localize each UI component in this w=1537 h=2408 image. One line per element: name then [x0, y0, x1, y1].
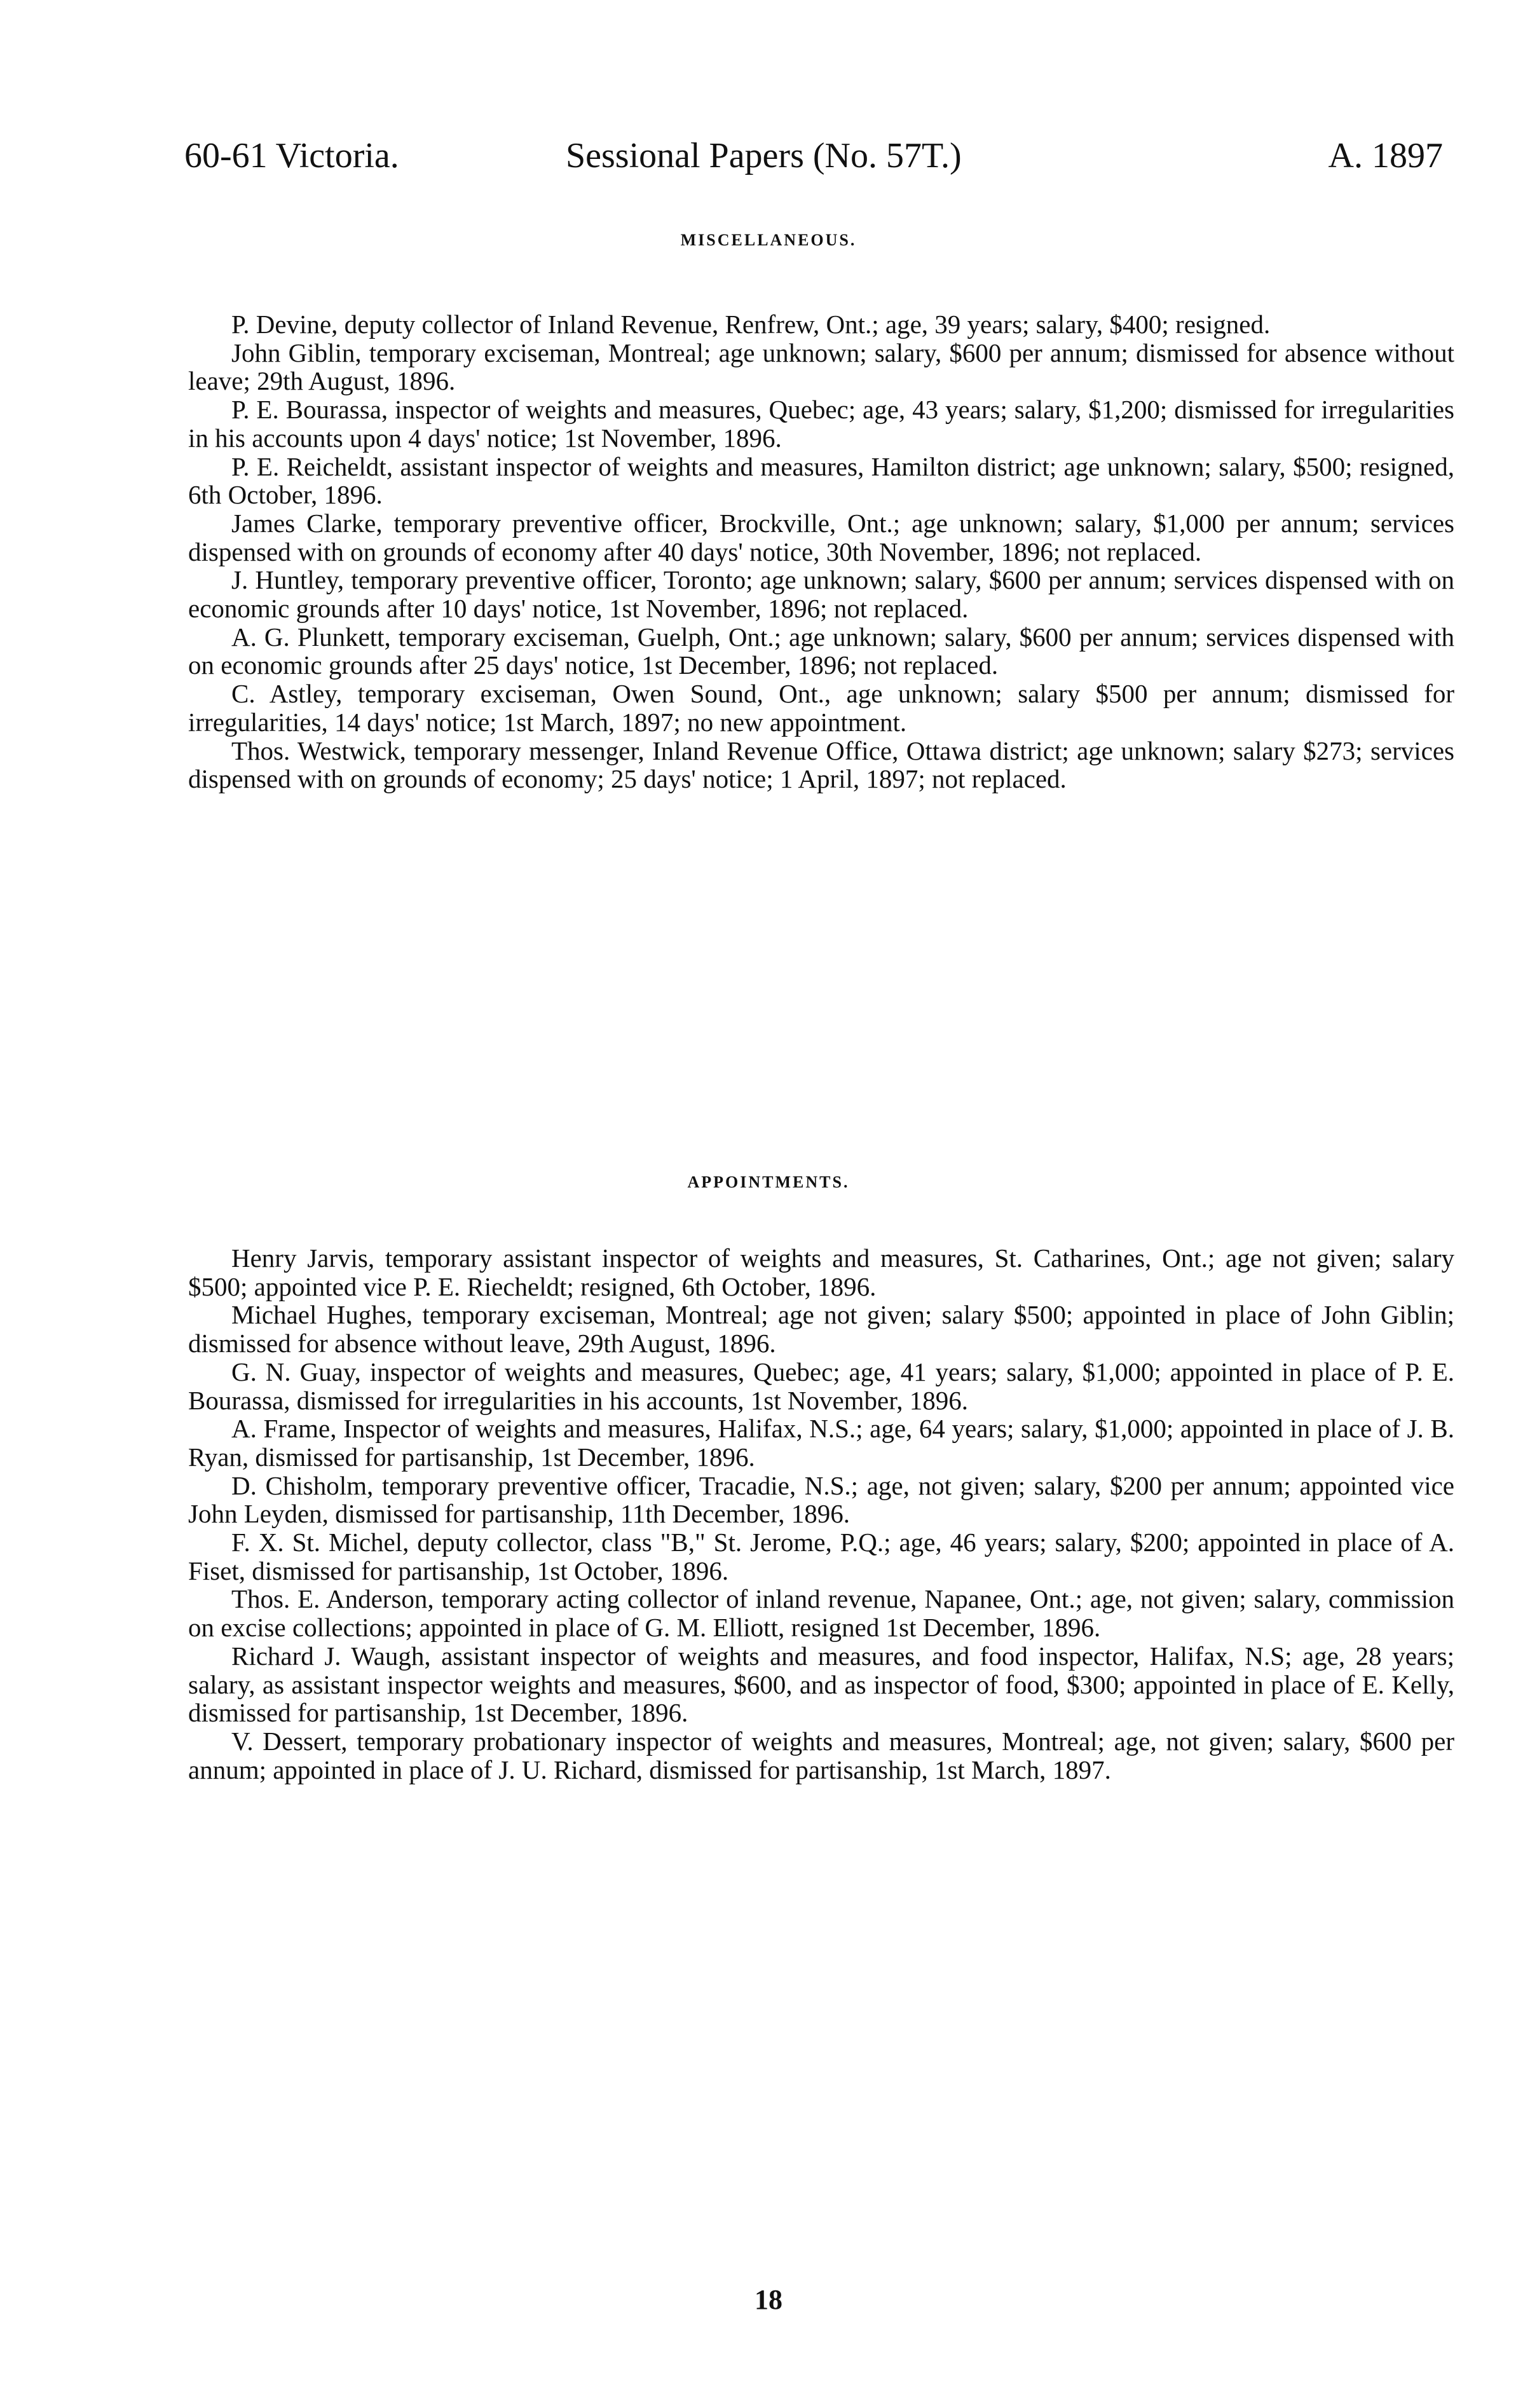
entry-paragraph: Richard J. Waugh, assistant inspector of weights and measures, and food inspector, Halifax, N.S; age, 28 years; salary, as assistant inspector weights and measures, $600, and as inspector of food, $300; appointed in place of E. Kelly, dismissed for partisanship, 1st December, 1896. — [188, 1641, 1454, 1728]
entry-paragraph: A. G. Plunkett, temporary exciseman, Guelph, Ont.; age unknown; salary, $600 per annum; services dispensed with on economic grounds after 25 days' notice, 1st December, 1896; not replaced. — [188, 622, 1454, 680]
header-title: Sessional Papers (No. 57T.) — [566, 136, 962, 175]
section-heading-miscellaneous: MISCELLANEOUS. — [680, 231, 857, 249]
entry-paragraph: A. Frame, Inspector of weights and measures, Halifax, N.S.; age, 64 years; salary, $1,000; appointed in place of J. B. Ryan, dismissed for partisanship, 1st December, 1896. — [188, 1414, 1454, 1472]
entry-paragraph: James Clarke, temporary preventive officer, Brockville, Ont.; age unknown; salary, $1,000 per annum; services dispensed with on grounds of economy after 40 days' notice, 30th November, 1896; not replaced. — [188, 508, 1454, 566]
header-year: A. 1897 — [1328, 136, 1443, 175]
entry-paragraph: V. Dessert, temporary probationary inspector of weights and measures, Montreal; age, not given; salary, $600 per annum; appointed in place of J. U. Richard, dismissed for partisanship, 1st March, 1897. — [188, 1726, 1454, 1784]
miscellaneous-entries — [188, 310, 1454, 793]
entry-paragraph: G. N. Guay, inspector of weights and measures, Quebec; age, 41 years; salary, $1,000; appointed in place of P. E. Bourassa, dismissed for irregularities in his accounts, 1st November, 1896. — [188, 1357, 1454, 1415]
page-number: 18 — [755, 2284, 782, 2315]
entry-paragraph: P. E. Bourassa, inspector of weights and measures, Quebec; age, 43 years; salary, $1,200; dismissed for irregularities in his accounts upon 4 days' notice; 1st November, 1896. — [188, 395, 1454, 453]
entry-paragraph: J. Huntley, temporary preventive officer, Toronto; age unknown; salary, $600 per annum; services dispensed with on economic grounds after 10 days' notice, 1st November, 1896; not replaced. — [188, 565, 1454, 624]
entry-paragraph: P. E. Reicheldt, assistant inspector of weights and measures, Hamilton district; age unknown; salary, $500; resigned, 6th October, 1896. — [188, 451, 1454, 510]
entry-paragraph: Thos. E. Anderson, temporary acting collector of inland revenue, Napanee, Ont.; age, not given; salary, commission on excise collections; appointed in place of G. M. Elliott, resigned 1st December, 1896. — [188, 1584, 1454, 1643]
entry-paragraph: Henry Jarvis, temporary assistant inspector of weights and measures, St. Catharines, Ont.; age not given; salary $500; appointed vice P. E. Riecheldt; resigned, 6th October, 1896. — [188, 1243, 1454, 1301]
running-header — [184, 130, 1443, 181]
entry-paragraph: D. Chisholm, temporary preventive officer, Tracadie, N.S.; age, not given; salary, $200 per annum; appointed vice John Leyden, dismissed for partisanship, 11th December, 1896. — [188, 1470, 1454, 1529]
section-heading-appointments: APPOINTMENTS. — [687, 1173, 850, 1191]
entry-paragraph: P. Devine, deputy collector of Inland Revenue, Renfrew, Ont.; age, 39 years; salary, $400; resigned. — [231, 310, 1271, 339]
entry-paragraph: F. X. St. Michel, deputy collector, class "B," St. Jerome, P.Q.; age, 46 years; salary, $200; appointed in place of A. Fiset, dismissed for partisanship, 1st October, 1896. — [188, 1528, 1454, 1585]
appointments-entries — [188, 1244, 1454, 1784]
entry-paragraph: C. Astley, temporary exciseman, Owen Sound, Ont., age unknown; salary $500 per annum; dismissed for irregularities, 14 days' notice; 1st March, 1897; no new appointment. — [188, 679, 1454, 737]
entry-paragraph: Thos. Westwick, temporary messenger, Inland Revenue Office, Ottawa district; age unknown; salary $273; services dispensed with on grounds of economy; 25 days' notice; 1 April, 1897; not replaced. — [188, 735, 1454, 794]
entry-paragraph: Michael Hughes, temporary exciseman, Montreal; age not given; salary $500; appointed in place of John Giblin; dismissed for absence without leave, 29th August, 1896. — [188, 1300, 1454, 1358]
header-session: 60-61 Victoria. — [184, 136, 399, 175]
entry-paragraph: John Giblin, temporary exciseman, Montreal; age unknown; salary, $600 per annum; dismissed for absence without leave; 29th August, 1896. — [188, 338, 1454, 396]
